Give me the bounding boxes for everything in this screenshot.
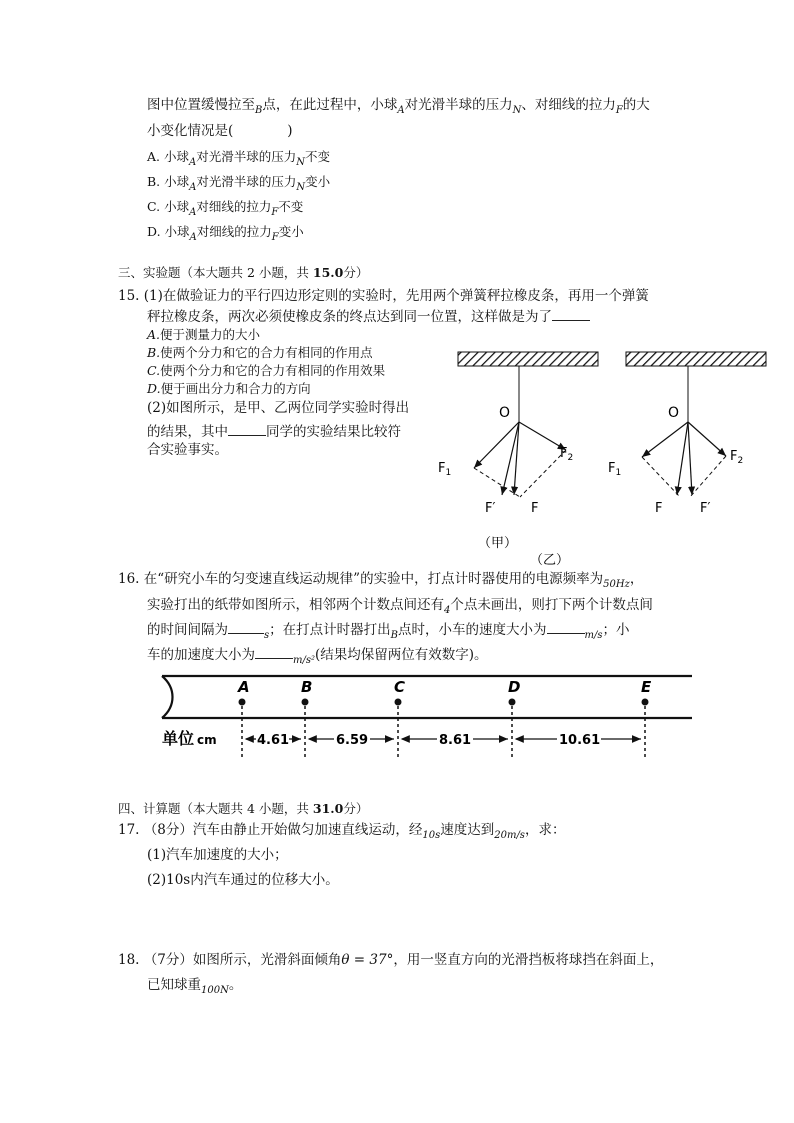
q14-option-c: C. 小球$_A$对细线的拉力$_F$不变 — [147, 199, 304, 218]
q17-line1: 17. （8分）汽车由静止开始做匀加速直线运动，经$_{10s}$速度达到$_{20m/s}$，求： — [118, 822, 566, 841]
f-prime-label: F′ — [700, 501, 711, 516]
unit-label: 单位 cm — [162, 729, 217, 748]
ceiling-hatch — [626, 352, 766, 366]
section4-title: 四、计算题（本大题共 4 小题，共 31.0分） — [118, 801, 369, 816]
force-f-arrow — [677, 422, 688, 495]
force-f1-arrow — [642, 422, 688, 457]
diagram-jia — [438, 352, 598, 551]
point-label-b: B — [301, 678, 313, 696]
q14-option-a: A. 小球$_A$对光滑半球的压力$_N$不变 — [147, 149, 330, 168]
point-label-c: C — [394, 678, 406, 696]
q14-line2: 小变化情况是( ) — [147, 123, 293, 139]
q15-answer-blank-2[interactable] — [228, 423, 266, 436]
q17-sub2: (2)10s内汽车通过的位移大小。 — [147, 872, 339, 888]
q15-option-c: C.使两个分力和它的合力有相同的作用效果 — [147, 363, 386, 378]
q15-line1: 15. (1)在做验证力的平行四边形定则的实验时，先用两个弹簧秤拉橡皮条，再用一个弹簧 — [118, 288, 649, 304]
tape-curl — [162, 676, 173, 718]
origin-label: O — [668, 405, 680, 421]
caption-yi: （乙） — [530, 553, 570, 568]
q14-line1: 图中位置缓慢拉至$_B$点，在此过程中，小球$_A$对光滑半球的压力$_N$、对细线的拉力$_F$的大 — [147, 97, 650, 116]
parallelogram-dash-1 — [642, 457, 680, 497]
force-f2-arrow — [688, 422, 726, 456]
q15-option-d: D.便于画出分力和合力的方向 — [147, 381, 311, 396]
section3-title: 三、实验题（本大题共 2 小题，共 15.0分） — [118, 265, 369, 280]
f-label: F — [531, 501, 539, 516]
q14-option-b: B. 小球$_A$对光滑半球的压力$_N$变小 — [147, 174, 331, 193]
dot-d — [509, 699, 516, 706]
dot-b — [302, 699, 309, 706]
force-diagrams — [430, 340, 780, 570]
dist-de: 10.61 — [559, 733, 601, 748]
force-f2-arrow — [519, 422, 566, 450]
q18-line1: 18. （7分）如图所示，光滑斜面倾角θ = 37°，用一竖直方向的光滑挡板将球挡在斜面上， — [118, 952, 664, 968]
q16-velocity-blank[interactable] — [547, 621, 585, 634]
caption-jia: （甲） — [478, 536, 518, 551]
point-label-a: A — [238, 678, 250, 696]
q16-acceleration-blank[interactable] — [255, 646, 293, 659]
point-label-d: D — [508, 678, 521, 696]
q15-part2-line3: 合实验事实。 — [147, 442, 228, 458]
q16-line3: 的时间间隔为 $_s$；在打点计时器打出$_B$点时，小车的速度大小为 $_{m/s}$；小 — [147, 622, 630, 641]
q15-answer-blank-1[interactable] — [552, 308, 590, 321]
q15-line2: 秤拉橡皮条，两次必须使橡皮条的终点达到同一位置，这样做是为了 — [147, 308, 590, 326]
q18-line2: 已知球重$_{100N}$。 — [147, 977, 243, 996]
f2-label: $F_2$ — [730, 449, 744, 466]
f1-label: $F_1$ — [608, 461, 622, 478]
q17-sub1: (1)汽车加速度的大小； — [147, 847, 288, 863]
q15-option-b: B.使两个分力和它的合力有相同的作用点 — [147, 345, 373, 360]
dot-c — [395, 699, 402, 706]
dist-ab: 4.61 — [257, 733, 290, 748]
f-prime-label: F′ — [485, 501, 496, 516]
q15-option-a: A.便于测量力的大小 — [147, 327, 261, 342]
q15-part2-line1: (2)如图所示，是甲、乙两位同学实验时得出 — [147, 400, 410, 416]
paper-tape-diagram — [158, 672, 698, 764]
dot-a — [239, 699, 246, 706]
origin-label: O — [499, 405, 511, 421]
f-label: F — [655, 501, 663, 516]
q16-line4: 车的加速度大小为 $_{m/s^2}$(结果均保留两位有效数字)。 — [147, 647, 488, 666]
q16-line1: 16. 在“研究小车的匀变速直线运动规律”的实验中，打点计时器使用的电源频率为$_{50Hz}$， — [118, 571, 644, 590]
dist-cd: 8.61 — [439, 733, 472, 748]
f1-label: $F_1$ — [438, 461, 452, 478]
f2-label: $F_2$ — [560, 446, 574, 463]
dist-bc: 6.59 — [336, 733, 369, 748]
parallelogram-dash-2 — [690, 456, 726, 497]
ceiling-hatch — [458, 352, 598, 366]
q16-line2: 实验打出的纸带如图所示，相邻两个计数点间还有$_4$个点未画出，则打下两个计数点间 — [147, 597, 653, 616]
q15-part2-line2: 的结果，其中 同学的实验结果比较符 — [147, 424, 401, 440]
force-f1-arrow — [474, 422, 519, 468]
parallelogram-dash-1 — [474, 468, 520, 497]
point-label-e: E — [641, 678, 652, 696]
force-f-prime-arrow — [688, 422, 692, 495]
q14-option-d: D. 小球$_A$对细线的拉力$_F$变小 — [147, 224, 304, 243]
dot-e — [642, 699, 649, 706]
q16-interval-blank[interactable] — [228, 621, 264, 634]
